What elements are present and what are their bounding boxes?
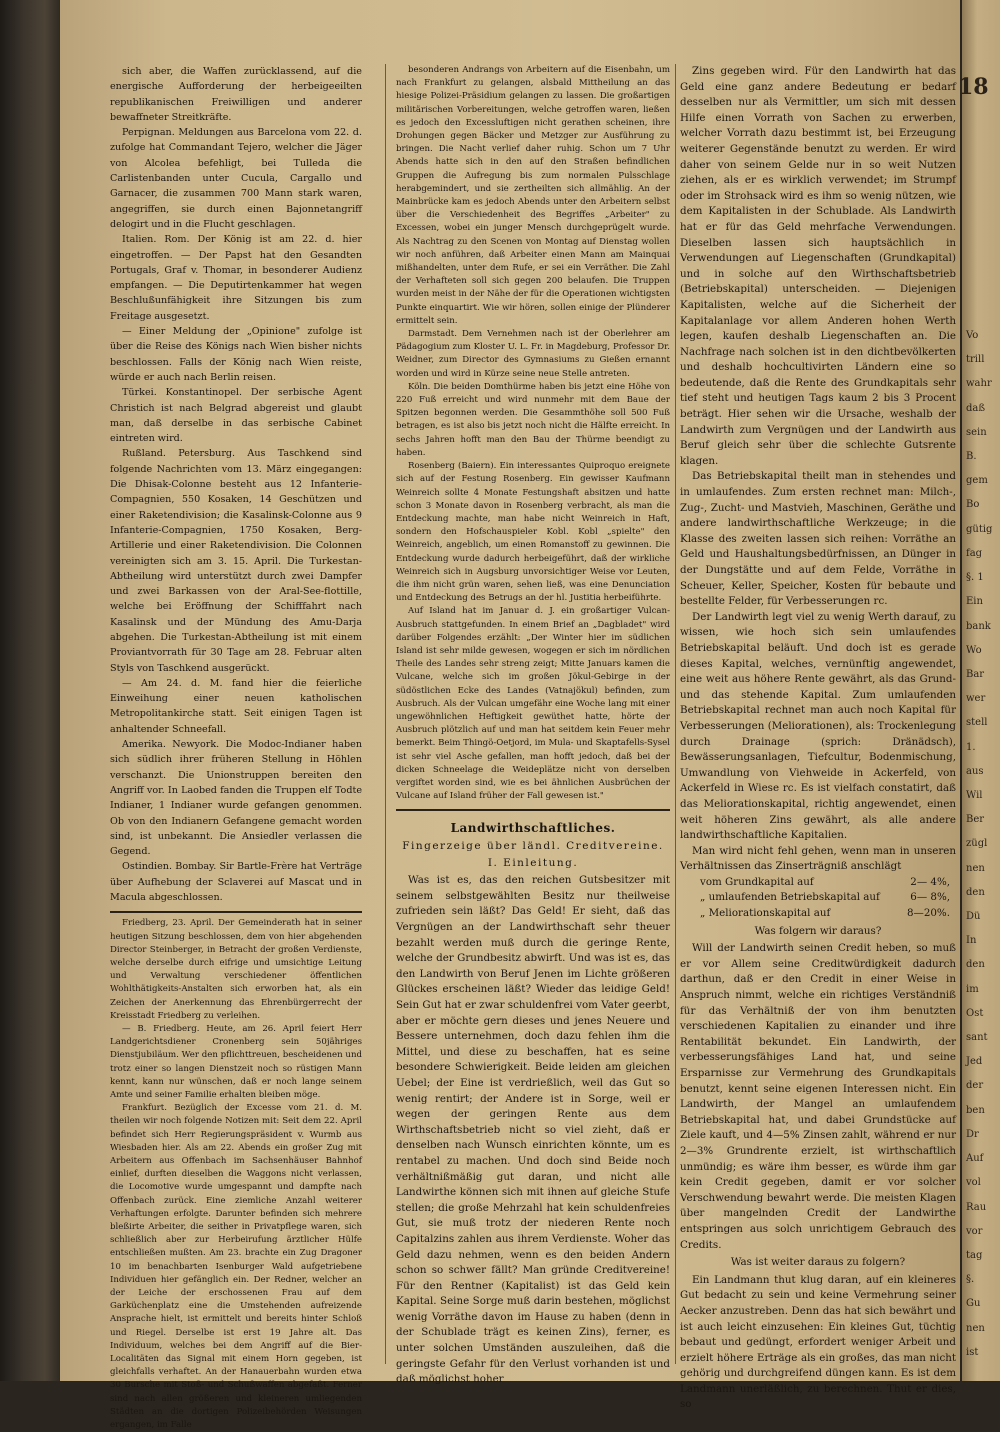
article-paragraph: Will der Landwirth seinen Credit heben, so muß er vor Allem seine Creditwürdigkeit dadurch darthun, daß er den Credit in einer Weise in Anspruch nimmt, welche ein richtiges Verständniß für das Verhältniß der von ihm benutzten verschiedenen Kapitalien zu einander und ihre Rentabilität bekundet. Ein Landwirth, der verbesserungsfähiges Land hat, und seine Ersparnisse zur Vermehrung des Grundkapitals benutzt, kennt seine eigenen Interessen nicht. Ein Landwirth, der Mangel an umlaufendem Betriebskapital hat, und dabei Grundstücke auf Ziele kauft, und 4—5% Zinsen zahlt, während er nur 2—3% Grundrente erzielt, ist wirthschaftlich unmündig; es wäre ihm besser, es würde ihm gar kein Credit gegeben, damit er vor solcher Verschwendung bewahrt werde. Die meisten Klagen über mangelnden Credit der Landwirthe entspringen aus solch unrichtigem Gebrauch des Credits. bbox=[680, 942, 956, 1251]
article-paragraph: Das Betriebskapital theilt man in stehendes und in umlaufendes. Zum ersten rechnet man: Milch-, Zug-, Zucht- und Mastvieh, Maschinen, Geräthe und andere landwirthschaftliche Werkzeuge; in die Klasse des zweiten lassen sich reihen: Vorräthe an Geld und Haushaltungsbedürfnissen, an Dünger in der Dungstätte und auf dem Felde, Vorräthe in Scheuer, Keller, Speicher, Kosten für bebaute und bestellte Felder, für Verbesserungen rc. bbox=[680, 470, 956, 608]
edge-fragment: gem bbox=[966, 475, 988, 487]
local-news-paragraph: Frankfurt. Bezüglich der Excesse vom 21. d. M. theilen wir noch folgende Notizen mit: Seit dem 22. April befindet sich Herr Regierungspräsident v. Wurmb aus Wiesbaden hier. Als am 22. Abends ein großer Zug mit Arbeitern aus Offenbach im Sachsenhäuser Bahnhof einlief, durften dieselben die Waggons nicht verlassen, die Locomotive wurde umgespannt und dampfte nach Offenbach zurück. Eine ziemliche Anzahl weiterer Verhaftungen erfolgte. Darunter befinden sich mehrere bleßirte Arbeiter, die seither in Privatpflege waren, sich schließlich aber zur Herbeirufung ärztlicher Hülfe entschließen mußten. Am 23. brachte ein Zug Dragoner 10 im benachbarten Isenburger Wald aufgetriebene Individuen hier gefänglich ein. Der Redner, welcher an der Leiche der erschossenen Frau auf dem Garküchenplatz eine die Umstehenden aufreizende Ansprache hielt, ist ermittelt und bereits hinter Schloß und Riegel. Derselbe ist erst 19 Jahre alt. Das Individuum, welches bei dem Angriff auf die Bier-Localitäten das Signal mit einem Horn gegeben, ist gleichfalls verhaftet. An der Hanauerbahn wurden etwa 30 Bursche mit Stoß- und Schußwaffen abgefaßt. Ferner sind nach allen größeren und kleineren umliegenden Städten an die dortigen Polizeibehörden Weisungen ergangen, im Falle bbox=[110, 1103, 362, 1431]
news-paragraph: besonderen Andrangs von Arbeitern auf die Eisenbahn, um nach Frankfurt zu gelangen, alsbald Mittheilung an das hiesige Polizei-Präsidium gelangen zu lassen. Die großartigen militärischen Vorbereitungen, welche getroffen waren, ließen es jedoch den Excessluftigen nicht gerathen scheinen, ihre Drohungen gegen Bäcker und Metzger zur Ausführung zu bringen. Die Nacht verlief daher ruhig. Schon um 7 Uhr Abends hatte sich in den auf den Straßen befindlichen Gruppen die Aufregung bis zum normalen Pulsschlage herabgemindert, und sie zertheilten sich allmählig. An der Mainbrücke kam es jedoch Abends unter den Arbeitern selbst über die Verschiedenheit des Begriffes „Arbeiter" zu Excessen, wobei ein junger Mensch durchgeprügelt wurde. Als Nachtrag zu den Scenen von Montag auf Dienstag wollen wir noch anführen, daß Arbeiter einen Mann am Mainquai mißhandelten, unter dem Rufe, er sei ein Verräther. Die Zahl der Verhafteten soll sich gegen 200 belaufen. Die Truppen wurden meist in der Nähe der für die Operationen wichtigsten Punkte einquartirt. Wie wir hören, sollen einige der Plünderer ermittelt sein. bbox=[396, 65, 670, 326]
edge-fragment: trill bbox=[966, 354, 985, 366]
rate-label: „ Meliorationskapital auf bbox=[700, 907, 831, 920]
news-paragraph: Köln. Die beiden Domthürme haben bis jetzt eine Höhe von 220 Fuß erreicht und wird nunmehr mit dem Baue der Spitzen begonnen werden. Die Gesammthöhe soll 500 Fuß betragen, es ist also bis jetzt noch nicht die Hälfte erreicht. In sechs Jahren hofft man den Bau der Thürme beendigt zu haben. bbox=[396, 381, 670, 458]
article-paragraph: Der Landwirth legt viel zu wenig Werth darauf, zu wissen, wie hoch sich sein umlaufendes Betriebskapital beläuft. Und doch ist es gerade dieses Kapital, welches, vernünftig angewendet, eine weit aus höhere Rente gewährt, als das Grund- und das stehende Kapital. Zum umlaufenden Betriebskapital rechnet man auch noch Kapital für Verbesserungen (Meliorationen), als: Trockenlegung durch Drainage (sprich: Dränädsch), Bewässerungsanlagen, Tiefcultur, Bodenmischung, Umwandlung von Viehweide in Ackerfeld, von Ackerfeld in Wiese rc. Es ist vielfach constatirt, daß das Meliorationskapital, richtig angewendet, einen weit höheren Zins gewährt, als alle andere landwirthschaftliche Kapitalien. bbox=[680, 610, 956, 842]
edge-fragment: im bbox=[966, 983, 979, 995]
edge-fragment: §. 1 bbox=[966, 572, 984, 584]
news-paragraph: — Am 24. d. M. fand hier die feierliche Einweihung einer neuen katholischen Metropolitankirche statt. Seit einigen Tagen ist anhaltender Schneefall. bbox=[110, 677, 362, 735]
next-page-edge bbox=[962, 0, 1000, 1381]
edge-fragment: Ost bbox=[966, 1007, 984, 1019]
edge-fragment: ben bbox=[966, 1104, 985, 1116]
rate-label: „ umlaufenden Betriebskapital auf bbox=[700, 891, 880, 904]
edge-fragment: Gu bbox=[966, 1298, 981, 1310]
edge-fragment: bank bbox=[966, 620, 991, 632]
edge-fragment: fag bbox=[966, 547, 983, 559]
edge-fragment: Ein bbox=[966, 596, 983, 608]
edge-fragment: sein bbox=[966, 426, 987, 438]
news-paragraph: Amerika. Newyork. Die Modoc-Indianer haben sich südlich ihrer früheren Stellung in Höhlen verschanzt. Die Unionstruppen bereiten den Angriff vor. In Laobed fanden die Truppen elf Todte Indianer, 1 Indianer wurde gefangen genommen. Ob von den Indianern Gefangene gemacht worden sind, ist unbekannt. Die Ansiedler verlassen die Gegend. bbox=[110, 739, 362, 858]
edge-fragment: Bar bbox=[966, 668, 985, 680]
edge-fragment: Vo bbox=[966, 330, 979, 341]
edge-fragment: gütig bbox=[966, 523, 993, 535]
local-news bbox=[110, 917, 362, 1432]
rate-value: 8—20%. bbox=[906, 907, 950, 920]
news-paragraph: Auf Island hat im Januar d. J. ein großartiger Vulcan-Ausbruch stattgefunden. In einem Brief an „Dagbladet" wird darüber Folgendes erzählt: „Der Winter hier im südlichen Island ist sehr milde gewesen, wogegen er sich im nördlichen Theile des Landes sehr streng zeigt; Mitte Januars kamen die Vulcane, welche sich im großen Jökul-Gebirge in der südöstlichen Ecke des Landes (Vatnajökul) befinden, zum Ausbruch. Als der Vulcan umgefähr eine Woche lang mit einer ungewöhnlichen Heftigkeit gewüthet hatte, hörte der Ausbruch plötzlich auf und man hat seitdem kein Feuer mehr bemerkt. Beim Thingö-Oetjord, im Mula- und Skaptafells-Sysel ist sehr viel Asche gefallen, man hofft jedoch, daß bei der dicken Schneelage die Weideplätze nicht von derselben vergiftet worden sind, wie es bei ähnlichen Ausbrüchen der Vulcane auf Island früher der Fall gewesen ist." bbox=[396, 606, 670, 802]
question-heading: Was folgern wir daraus? bbox=[754, 924, 882, 937]
edge-fragment: stell bbox=[966, 717, 988, 729]
edge-fragment: Wil bbox=[966, 789, 983, 801]
edge-fragment: ist bbox=[966, 1346, 979, 1358]
edge-fragment: wahr bbox=[966, 378, 992, 390]
rate-label: vom Grundkapital auf bbox=[700, 875, 814, 888]
edge-fragment: Jed bbox=[966, 1056, 983, 1068]
edge-fragment: Rau bbox=[966, 1201, 987, 1213]
edge-fragment: tag bbox=[966, 1249, 983, 1261]
chapter-heading: I. Einleitung. bbox=[487, 856, 579, 869]
section-rule bbox=[110, 911, 362, 913]
book-spine bbox=[0, 0, 60, 1381]
section-title: Landwirthschaftliches. bbox=[450, 821, 616, 836]
article-paragraph: Was ist es, das den reichen Gutsbesitzer mit seinem selbstgewählten Besitz nur theilweise zufrieden sein läßt? Das Geld! Er sieht, daß das Vergnügen an der Landwirthschaft sehr theuer bezahlt werden muß durch die geringe Rente, welche der Grundbesitz abwirft. Und was ist es, das den Landwirth von Beruf Jenen im Lichte größeren Glückes erscheinen läßt? Wieder das leidige Geld! Sein Gut hat er zwar schuldenfrei vom Vater geerbt, aber er möchte gern dieses und jenes Neuere und Bessere unternehmen, doch dazu fehlen ihm die Mittel, und diese zu beschaffen, hat es seine besondere Schwierigkeit. Beide leiden am gleichen Uebel; der Eine ist verdrießlich, weil das Gut so wenig rentirt; der Andere ist in Sorge, weil er wegen der geringen Rente aus dem Wirthschaftsbetrieb nicht so viel zieht, daß er denselben nach Wunsch einrichten könnte, um es rentabel zu machen. Und doch sind Beide noch verhältnißmäßig gut daran, und nicht alle Landwirthe können sich mit ihnen auf gleiche Stufe stellen; die große Mehrzahl hat kein schuldenfreies Gut, sie muß trotz der niederen Rente noch Capitalzins zahlen aus ihrem Verdienste. Woher das Geld dazu nehmen, wenn es den beiden Andern schon so schwer fällt? Man gründe Creditvereine! Für den Rentner (Kapitalist) ist das Geld kein Kapital. Seine Sorge muß darin bestehen, möglichst wenig Vorräthe davon im Hause zu haben (denn in der Schublade trägt es keinen Zins), ferner, es unter solchen Umständen auszuleihen, daß die geringste Gefahr für den Verlust vorhanden ist und daß möglichst hoher bbox=[396, 874, 670, 1386]
rate-value: 2— 4%, bbox=[910, 875, 950, 888]
article-title: Fingerzeige über ländl. Creditvereine. bbox=[402, 839, 664, 852]
news-paragraph: Ostindien. Bombay. Sir Bartle-Frère hat Verträge über Aufhebung der Sclaverei auf Mascat und in Macula abgeschlossen. bbox=[110, 861, 362, 904]
rate-value: 6— 8%, bbox=[910, 891, 950, 904]
news-paragraph: Darmstadt. Dem Vernehmen nach ist der Oberlehrer am Pädagogium zum Kloster U. L. Fr. in Magdeburg, Professor Dr. Weidner, zum Director des Gymnasiums zu Gießen ernannt worden und wird in Kürze seine neue Stelle antreten. bbox=[396, 329, 670, 379]
page-number: 18 bbox=[958, 74, 989, 100]
column-3 bbox=[680, 64, 956, 1413]
interest-rate-row bbox=[680, 906, 956, 922]
edge-fragment: Bo bbox=[966, 499, 980, 511]
section-rule bbox=[396, 809, 670, 811]
article-paragraph: Zins gegeben wird. Für den Landwirth hat das Geld eine ganz andere Bedeutung er bedarf desselben nur als Vermittler, um sich mit dessen Hilfe einen Vorrath von Sachen zu erwerben, welcher Vorrath dazu bestimmt ist, bei Erzeugung weiterer Gegenstände benutzt zu werden. Er wird daher von seinem Gelde nur in so weit Nutzen ziehen, als er es wirklich verwendet; im Strumpf oder im Strohsack wird es ihm so wenig nützen, wie dem Kapitalisten in der Schublade. Als Landwirth hat er für das Geld mehrfache Verwendungen. Dieselben lassen sich hauptsächlich in Verwendungen auf Liegenschaften (Grundkapital) und in solche auf den Wirthschaftsbetrieb (Betriebskapital) unterscheiden. — Diejenigen Kapitalisten, welche auf die Sicherheit der Kapitalanlage vor allem Anderen hohen Werth legen, kaufen deshalb Liegenschaften an. Die Nachfrage nach solchen ist in den dichtbevölkerten und deshalb hochcultivirten Ländern eine so bedeutende, daß die Rente des Grundkapitals sehr tief steht und heutigen Tags kaum 2 bis 3 Procent beträgt. Hier sehen wir die Ursache, weshalb der Landwirth zum Vergnügen und der Landwirth aus Beruf gleich sehr über die schlechte Gutsrente klagen. bbox=[680, 65, 956, 467]
edge-fragment: §. bbox=[966, 1274, 975, 1286]
edge-fragment: nen bbox=[966, 862, 985, 874]
edge-fragment: Ber bbox=[966, 814, 985, 826]
column-1 bbox=[110, 64, 362, 1432]
edge-fragment: In bbox=[966, 935, 977, 947]
article-paragraph: Ein Landmann thut klug daran, auf ein kleineres Gut bedacht zu sein und keine Vermehrung seiner Aecker anzustreben. Denn das hat sich bewährt und ist auch leicht einzusehen: Ein kleines Gut, tüchtig bebaut und gedüngt, erfordert weniger Arbeit und erzielt höhere Erträge als ein großes, das man nicht gehörig und durchgreifend düngen kann. Es ist dem Landmann unerläßlich, zu berechnen. Thut er dies, so bbox=[680, 1273, 956, 1411]
edge-fragment: der bbox=[966, 1080, 984, 1092]
news-paragraph: Perpignan. Meldungen aus Barcelona vom 22. d. zufolge hat Commandant Tejero, welcher die Jäger von Alcolea befehligt, bei Tulleda die Carlistenbanden unter Cucula, Cargallo und Garnacer, die zusammen 700 Mann stark waren, angegriffen, sie durch einen Bajonnetangriff delogirt und in die Flucht geschlagen. bbox=[110, 127, 362, 230]
news-paragraphs bbox=[110, 64, 362, 905]
column-2 bbox=[396, 64, 670, 1388]
edge-fragment: sant bbox=[966, 1032, 988, 1044]
news-paragraph: Türkei. Konstantinopel. Der serbische Agent Christich ist nach Belgrad abgereist und glaubt man, daß derselbe in das serbische Cabinet eintreten wird. bbox=[110, 387, 362, 445]
article-paragraph: Man wird nicht fehl gehen, wenn man in unseren Verhältnissen das Zinserträgniß anschlägt bbox=[680, 844, 956, 873]
edge-fragment: Dr bbox=[966, 1128, 979, 1140]
interest-rate-list bbox=[680, 875, 956, 922]
edge-fragment: vor bbox=[966, 1225, 983, 1237]
local-news-paragraph: Friedberg, 23. April. Der Gemeinderath hat in seiner heutigen Sitzung beschlossen, dem von hier abgehenden Director Steinberger, in Betracht der großen Verdienste, welche derselbe durch eifrige und umsichtige Leitung und Verwaltung verschiedener öffentlichen Wohlthätigkeits-Anstalten sich erworben hat, als ein Zeichen der Anerkennung das Ehrenbürgerrecht der Kreisstadt Friedberg zu verleihen. bbox=[110, 918, 362, 1021]
edge-fragment: nen bbox=[966, 1322, 985, 1334]
article-body bbox=[396, 873, 670, 1388]
edge-fragment: zügl bbox=[966, 838, 988, 850]
question-heading: Was ist weiter daraus zu folgern? bbox=[730, 1256, 906, 1269]
edge-fragment: wer bbox=[966, 693, 986, 705]
news-paragraph: Italien. Rom. Der König ist am 22. d. hier eingetroffen. — Der Papst hat den Gesandten Portugals, Graf v. Thomar, in besonderer Audienz empfangen. — Die Deputirtenkammer hat wegen Beschlußunfähigkeit ihre Sitzungen bis zum Freitage ausgesetzt. bbox=[110, 234, 362, 322]
edge-fragment: vol bbox=[966, 1177, 981, 1189]
edge-fragment: den bbox=[966, 886, 985, 898]
local-news-paragraph: — B. Friedberg. Heute, am 26. April feiert Herr Landgerichtsdiener Cronenberg sein 50jähriges Dienstjubiläum. Wer den pflichttreuen, bescheidenen und trotz einer so langen Dienstzeit noch so rüstigen Mann kennt, kann nur wünschen, daß er noch lange seinem Amte und seiner Familie erhalten bleiben möge. bbox=[110, 1023, 362, 1100]
news-paragraph: Rußland. Petersburg. Aus Taschkend sind folgende Nachrichten vom 13. März eingegangen: Die Dhisak-Colonne besteht aus 12 Infanterie-Compagnien, 550 Kosaken, 14 Geschützen und einer Raketendivision; die Kasalinsk-Colonne aus 9 Infanterie-Compagnien, 1750 Kosaken, Berg-Artillerie und einer Raketendivision. Die Colonnen vereinigten sich am 3. 15. April. Die Turkestan-Abtheilung wird unterstützt durch zwei Dampfer und zwei Barkassen von der Aral-See-flottille, welche bei Eröffnung der Schifffahrt nach Kasalinsk und der Mündung des Amu-Darja abgehen. Die Turkestan-Abtheilung ist mit einem Proviantvorrath für 30 Tage am 28. Februar alten Styls von Taschkend ausgerückt. bbox=[110, 448, 362, 674]
interest-rate-row bbox=[680, 890, 956, 906]
news-paragraph: — Einer Meldung der „Opinione" zufolge ist über die Reise des Königs nach Wien bisher nichts beschlossen. Falls der König nach Wien reiste, würde er auch nach Berlin reisen. bbox=[110, 326, 362, 383]
edge-fragment: den bbox=[966, 959, 985, 971]
edge-fragment: Dü bbox=[966, 911, 981, 923]
column-divider bbox=[385, 64, 386, 1364]
edge-fragment: aus bbox=[966, 765, 984, 777]
edge-fragment: Auf bbox=[966, 1153, 984, 1165]
edge-fragment: 1. bbox=[966, 741, 976, 753]
column-divider bbox=[675, 64, 676, 1364]
interest-rate-row bbox=[680, 875, 956, 891]
edge-fragment: Wo bbox=[966, 644, 982, 656]
news-paragraph: Rosenberg (Baiern). Ein interessantes Quiproquo ereignete sich auf der Festung Rosenberg. Ein gewisser Kaufmann Weinreich sollte 4 Monate Festungshaft absitzen und hatte schon 3 Monate davon in Rosenberg verbracht, als man die Entdeckung machte, man habe nicht Weinreich in Haft, sondern den Hofschauspieler Kobl. Kobl „spielte" den Weinreich, angeblich, um einen Romanstoff zu gewinnen. Die Entdeckung wurde dadurch herbeigeführt, daß der wirkliche Weinreich sich in Augsburg unvorsichtiger Weise vor Leuten, die ihm nicht grün waren, sehen ließ, was eine Denunciation und Entdeckung des Betrugs an der hl. Justitia herbeiführte. bbox=[396, 461, 670, 604]
news-paragraph: sich aber, die Waffen zurücklassend, auf die energische Aufforderung der herbeigeeilten republikanischen Freiwilligen und anderer bewaffneter Streitkräfte. bbox=[110, 66, 362, 123]
edge-fragment: daß bbox=[966, 402, 986, 414]
edge-fragment: B. bbox=[966, 451, 977, 463]
